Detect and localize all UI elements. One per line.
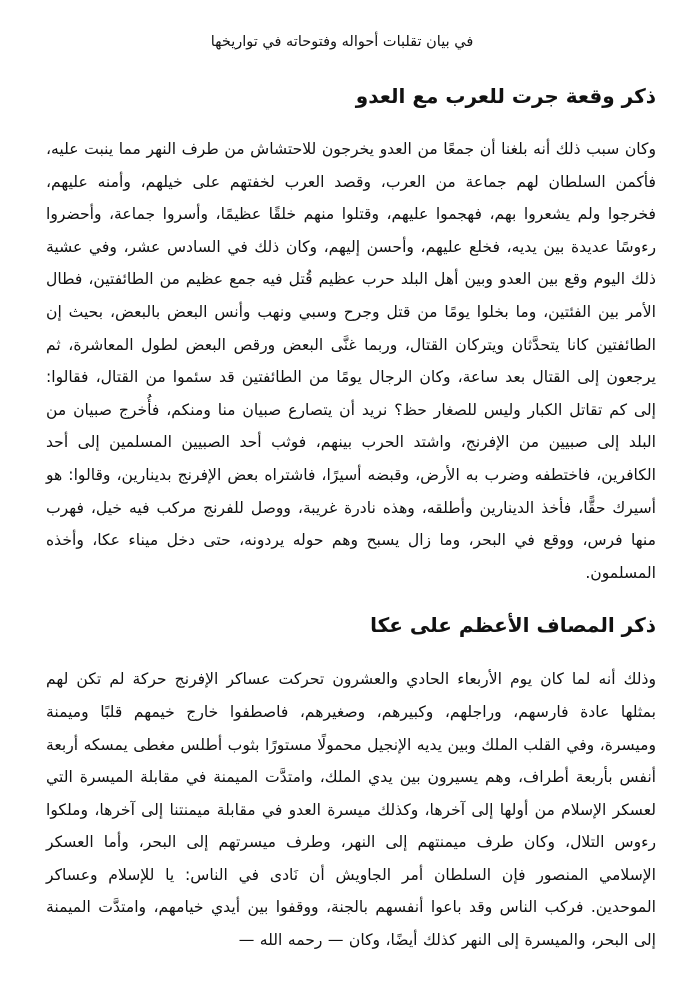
section-heading: ذكر وقعة جرت للعرب مع العدو xyxy=(355,84,656,108)
section-paragraph: وكان سبب ذلك أنه بلغنا أن جمعًا من العدو يخرجون للاحتشاش من طرف النهر مما ينبت عليه، فأكمن السلطان لهم جماعة من العرب، وقصد العرب لخفتهم على خيلهم، وأمنه عليهم، فخرجوا ولم يشعروا بهم، فهجموا عليهم، وقتلوا منهم خلقًا عظيمًا، وأسروا جماعة، وأحضروا رءوسًا عديدة بين يديه، فخلع عليهم، وأحسن إليهم، وكان ذلك في السادس عشر، وفي عشية ذلك اليوم وقع بين العدو وبين أهل البلد حرب عظيم قُتل فيه جمع عظيم من الطائفتين، فطال الأمر بين الفئتين، وما بخلوا يومًا من قتل وجرح وسبي ونهب وأنس البعض بالبعض، بحيث إن الطائفتين كانا يتحدَّثان ويتركان القتال، وربما غنَّى البعض ورقص البعض لطول المعاشرة، ثم يرجعون إلى القتال بعد ساعة، وكان الرجال يومًا من الطائفتين قد سئموا من القتال، فقالوا: إلى كم تقاتل الكبار وليس للصغار حظ؟ نريد أن يتصارع صبيان منا ومنكم، فأُخرج صبيان من البلد إلى صبيين من الإفرنج، واشتد الحرب بينهم، فوثب أحد الصبيين المسلمين إلى أحد الكافرين، فاختطفه وضرب به الأرض، وقبضه أسيرًا، فاشتراه بعض الإفرنج بدينارين، وقالوا: هو أسيرك حقًّا، فأخذ الدينارين وأطلقه، وهذه نادرة غريبة، ووصل للفرنج مركب فيه خيل، فهرب منها فرس، ووقع في البحر، وما زال يسبح وهم حوله يردونه، حتى دخل ميناء عكا، وأخذه المسلمون. xyxy=(46,140,656,582)
spacer xyxy=(46,643,656,663)
page-body xyxy=(46,78,656,957)
section-paragraph: وذلك أنه لما كان يوم الأربعاء الحادي والعشرون تحركت عساكر الإفرنج حركة لم تكن لهم بمثلها عادة فارسهم، وراجلهم، وكبيرهم، وصغيرهم، فاصطفوا خارج خيمهم قلبًا وميمنة وميسرة، وفي القلب الملك وبين يديه الإنجيل محمولًا مستورًا بثوب أطلس مغطى يمسكه أربعة أنفس بأربعة أطراف، وهم يسيرون بين يدي الملك، وامتدَّت الميمنة في مقابلة الميسرة التي لعسكر الإسلام من أولها إلى آخرها، وكذلك ميسرة العدو في مقابلة ميمنتنا إلى آخرها، وملكوا رءوس التلال، وكان طرف ميمنتهم إلى النهر، وطرف ميسرتهم إلى البحر، وأما العسكر الإسلامي المنصور فإن السلطان أمر الجاويش أن نَادى في الناس: يا للإسلام وعساكر الموحدين. فركب الناس وقد باعوا أنفسهم بالجنة، ووقفوا بين أيدي خيامهم، وامتدَّت الميمنة إلى البحر، والميسرة إلى النهر كذلك أيضًا، وكان — رحمه الله — xyxy=(46,670,656,950)
running-header: في بيان تقلبات أحواله وفتوحاته في تواريخها xyxy=(210,34,474,50)
section-great-battle-acre xyxy=(46,607,656,956)
section-battle-arabs xyxy=(46,78,656,589)
spacer xyxy=(46,589,656,607)
section-heading: ذكر المصاف الأعظم على عكا xyxy=(370,613,656,638)
spacer xyxy=(46,114,656,133)
